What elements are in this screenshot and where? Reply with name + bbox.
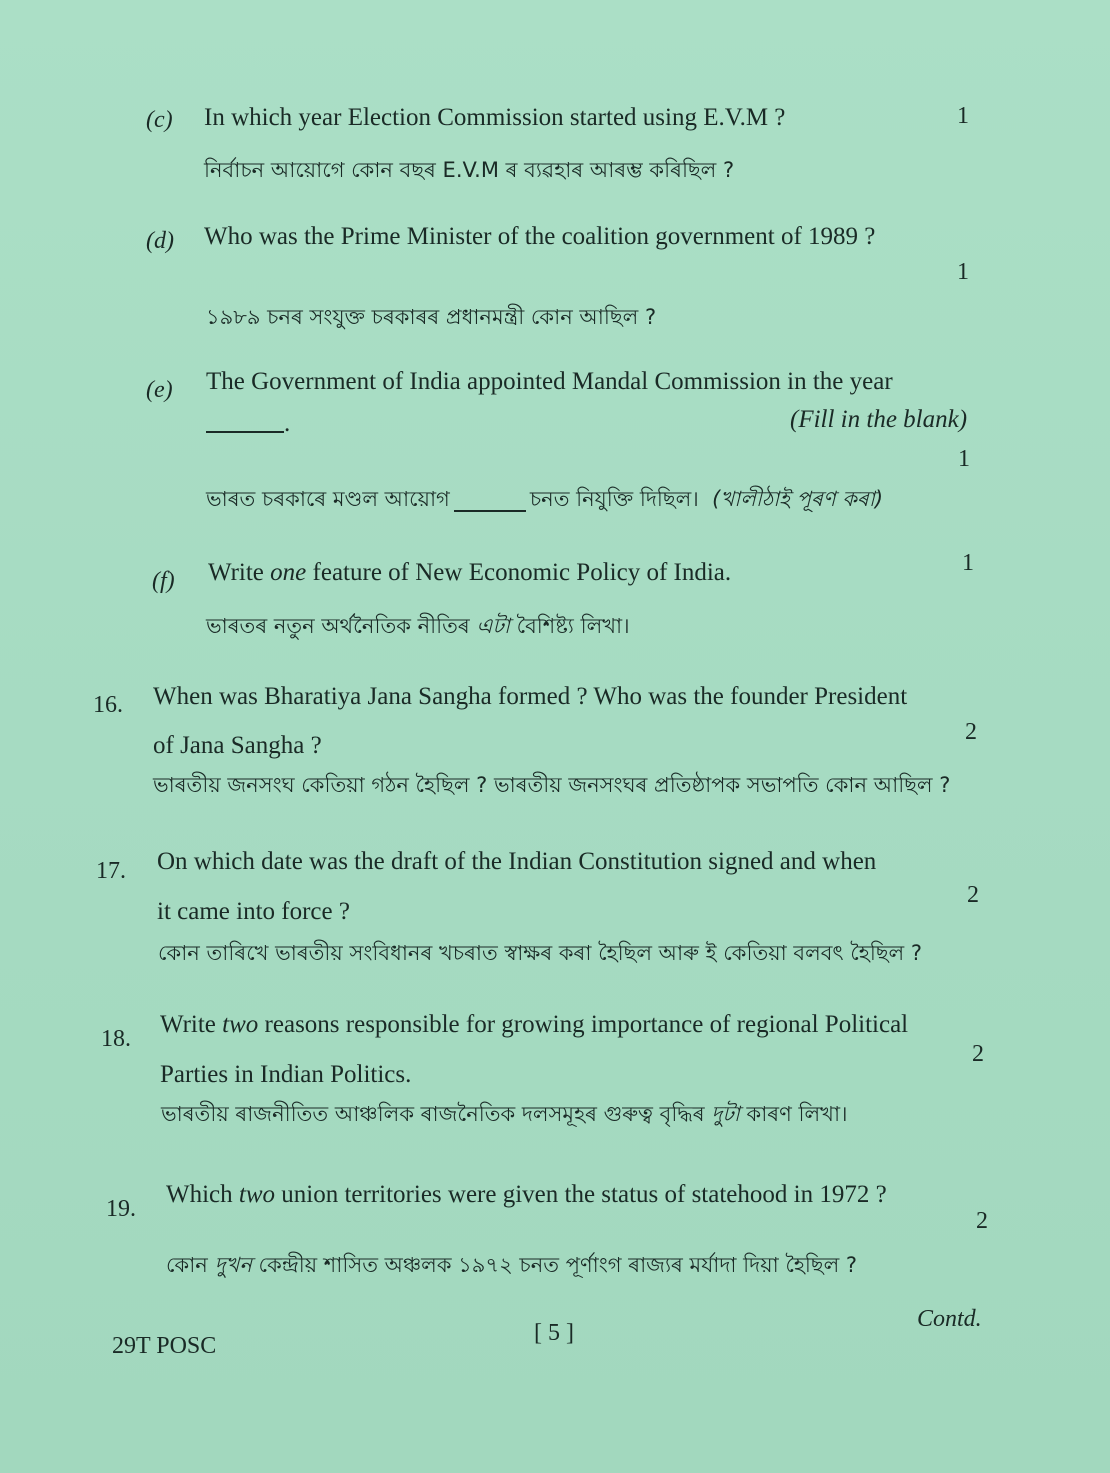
question-f-english-pre: Write xyxy=(208,559,271,586)
question-19-assamese-em: দুখন xyxy=(214,1253,252,1277)
question-16-assamese: ভাৰতীয় জনসংঘ কেতিয়া গঠন হৈছিল ? ভাৰতীয় জনসংঘৰ প্ৰতিষ্ঠাপক সভাপতি কোন আছিল ? xyxy=(153,773,951,797)
question-f-assamese-pre: ভাৰতৰ নতুন অৰ্থনৈতিক নীতিৰ xyxy=(206,614,477,638)
question-17-marks: 2 xyxy=(967,882,979,908)
question-18-number: 18. xyxy=(101,1026,131,1052)
blank-line xyxy=(454,510,526,512)
question-16-english-line2: of Jana Sangha ? xyxy=(153,732,322,759)
question-e-english: The Government of India appointed Mandal Commission in the year xyxy=(206,368,893,395)
question-e-assamese-fill: (খালীঠাই পূৰণ কৰা) xyxy=(712,487,884,511)
question-17-assamese: কোন তাৰিখে ভাৰতীয় সংবিধানৰ খচৰাত স্বাক্ষৰ কৰা হৈছিল আৰু ই কেতিয়া বলবৎ হৈছিল ? xyxy=(158,941,923,965)
question-e-assamese-pre: ভাৰত চৰকাৰে মণ্ডল আয়োগ xyxy=(206,487,450,511)
question-e-blank xyxy=(206,409,290,439)
question-18-assamese-pre: ভাৰতীয় ৰাজনীতিত আঞ্চলিক ৰাজনৈতিক দলসমূহৰ গুৰুত্ব বৃদ্ধিৰ xyxy=(161,1102,712,1126)
question-16-number: 16. xyxy=(93,692,123,718)
question-f-label: (f) xyxy=(152,568,175,594)
question-e-assamese xyxy=(206,484,883,514)
blank-line xyxy=(206,431,284,433)
question-18-assamese-post: কাৰণ লিখা। xyxy=(739,1102,848,1126)
question-18-marks: 2 xyxy=(972,1041,984,1067)
question-18-english-em: two xyxy=(222,1011,259,1038)
question-19-english-pre: Which xyxy=(166,1181,239,1208)
question-f-assamese-post: বৈশিষ্ট্য লিখা। xyxy=(509,614,630,638)
question-e-assamese-post: চনত নিযুক্তি দিছিল। xyxy=(529,487,699,511)
question-d-english: Who was the Prime Minister of the coalition government of 1989 ? xyxy=(204,223,876,250)
question-f-english-em: one xyxy=(270,559,307,586)
question-19-english-em: two xyxy=(238,1181,276,1208)
question-18-english-line1 xyxy=(160,1010,908,1040)
question-c-assamese: নির্বাচন আয়োগে কোন বছৰ E.V.M ৰ ব্যৱহাৰ আৰম্ভ কৰিছিল ? xyxy=(204,158,735,182)
question-d-assamese: ১৯৮৯ চনৰ সংযুক্ত চৰকাৰৰ প্ৰধানমন্ত্ৰী কোন আছিল ? xyxy=(206,305,657,329)
question-19-number: 19. xyxy=(106,1196,136,1222)
question-19-assamese-post: কেন্দ্ৰীয় শাসিত অঞ্চলক ১৯৭২ চনত পূৰ্ণাংগ ৰাজ্যৰ মৰ্যাদা দিয়া হৈছিল ? xyxy=(251,1253,858,1277)
question-c-label: (c) xyxy=(146,107,173,133)
question-f-assamese-em: এটা xyxy=(476,614,510,638)
question-f-english xyxy=(208,558,731,588)
question-18-english-pre: Write xyxy=(160,1011,223,1038)
question-f-assamese xyxy=(206,611,630,641)
question-19-marks: 2 xyxy=(976,1208,988,1234)
question-18-english-post: reasons responsible for growing importance of regional Political xyxy=(258,1011,909,1038)
question-19-english xyxy=(166,1180,887,1210)
page-number: [ 5 ] xyxy=(534,1320,574,1346)
continued-note: Contd. xyxy=(917,1306,982,1332)
question-18-english-line2: Parties in Indian Politics. xyxy=(160,1061,412,1088)
question-c-english: In which year Election Commission started using E.V.M ? xyxy=(204,104,786,131)
question-e-fill-instruction: (Fill in the blank) xyxy=(790,406,968,433)
question-18-assamese xyxy=(161,1099,848,1129)
paper-code: 29T POSC xyxy=(112,1333,217,1359)
question-16-english-line1: When was Bharatiya Jana Sangha formed ? Who was the founder President xyxy=(153,683,908,710)
question-e-marks: 1 xyxy=(958,446,970,472)
question-16-marks: 2 xyxy=(965,719,977,745)
blank-period: . xyxy=(284,410,291,437)
question-17-number: 17. xyxy=(96,858,126,884)
question-c-marks: 1 xyxy=(957,103,969,129)
question-18-assamese-em: দুটা xyxy=(711,1102,740,1126)
question-17-english-line2: it came into force ? xyxy=(157,898,350,925)
question-19-english-post: union territories were given the status of statehood in 1972 ? xyxy=(275,1181,887,1208)
question-f-marks: 1 xyxy=(962,550,974,576)
question-e-label: (e) xyxy=(146,377,173,403)
question-19-assamese-pre: কোন xyxy=(166,1253,215,1277)
question-d-marks: 1 xyxy=(957,259,969,285)
question-f-english-post: feature of New Economic Policy of India. xyxy=(306,559,732,586)
question-d-label: (d) xyxy=(146,228,174,254)
question-19-assamese xyxy=(166,1250,857,1280)
question-17-english-line1: On which date was the draft of the Indian Constitution signed and when xyxy=(157,848,877,875)
